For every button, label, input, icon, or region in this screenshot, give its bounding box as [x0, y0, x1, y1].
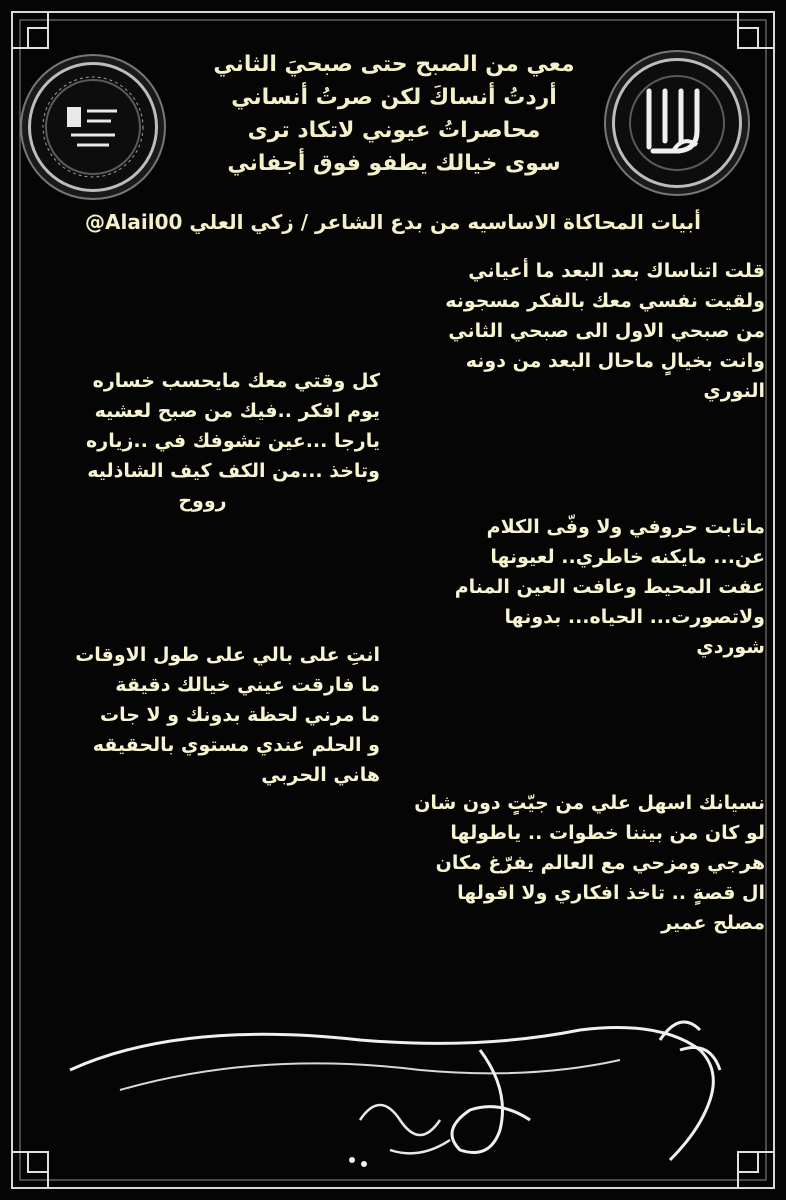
- poem-line: نسيانك اسهل علي من جيّتٍ دون شان: [414, 792, 765, 814]
- poem-line: قلت اتناساك بعد البعد ما أعياني: [468, 260, 765, 282]
- poem-line: ولقيت نفسي معك بالفكر مسجونه: [445, 290, 765, 312]
- calligraphy-logo-icon: [612, 58, 742, 188]
- header-verses: [210, 48, 578, 180]
- horse-calligraphy-icon: [60, 1010, 760, 1180]
- poem-line: وتاخذ ...من الكف كيف الشاذليه: [87, 460, 380, 482]
- poem-author: مصلح عمير: [661, 912, 765, 934]
- poem-block: [395, 512, 765, 662]
- poem-line: ما فارقت عيني خيالك دقيقة: [115, 674, 380, 696]
- header-verse: سوى خيالك يطفو فوق أجفاني: [227, 151, 561, 176]
- poem-line: انتِ على بالي على طول الاوقات: [75, 644, 380, 666]
- header-verse: محاصراتُ عيوني لاتكاد ترى: [247, 118, 541, 143]
- seal-logo-icon: [28, 62, 158, 192]
- poem-author: هاني الحربي: [261, 764, 380, 786]
- subtitle: أبيات المحاكاة الاساسيه من بدع الشاعر / زكي العلي Alail00@: [85, 210, 701, 234]
- poem-author: النوري: [703, 380, 765, 402]
- poem-line: يوم افكر ..فيك من صبح لعشيه: [94, 400, 380, 422]
- poem-author: شوردي: [696, 636, 765, 658]
- poem-line: ولاتصورت... الحياه... بدونها: [504, 606, 765, 628]
- poem-line: عفت المحيط وعافت العين المنام: [454, 576, 765, 598]
- poem-line: وانت بخيالٍ ماحال البعد من دونه: [465, 350, 765, 372]
- poem-block: [395, 256, 765, 406]
- poem-line: من صبحي الاول الى صبحي الثاني: [448, 320, 765, 342]
- poem-line: عن... مايكنه خاطري.. لعيونها: [490, 546, 765, 568]
- poem-author: رووح: [178, 490, 227, 512]
- poem-line: و الحلم عندي مستوي بالحقيقه: [92, 734, 380, 756]
- poem-line: هرجي ومزحي مع العالم يفرّغ مكان: [435, 852, 765, 874]
- poem-block: [395, 788, 765, 938]
- poem-line: ما مرني لحظة بدونك و لا جات: [99, 704, 380, 726]
- poem-line: ماتابت حروفي ولا وفّى الكلام: [486, 516, 765, 538]
- poem-line: لو كان من بيننا خطوات .. ياطولها: [450, 822, 765, 844]
- poem-block: [25, 640, 380, 790]
- poem-line: يارجا ...عين تشوفك في ..زياره: [86, 430, 380, 452]
- poem-line: كل وقتي معك مايحسب خساره: [92, 370, 380, 392]
- poem-block: [25, 366, 380, 516]
- header-verse: معي من الصبح حتى صبحيَ الثاني: [213, 52, 575, 77]
- poem-line: ال قصةٍ .. تاخذ افكاري ولا اقولها: [457, 882, 765, 904]
- header-verse: أردتُ أنساكَ لكن صرتُ أنساني: [231, 85, 557, 110]
